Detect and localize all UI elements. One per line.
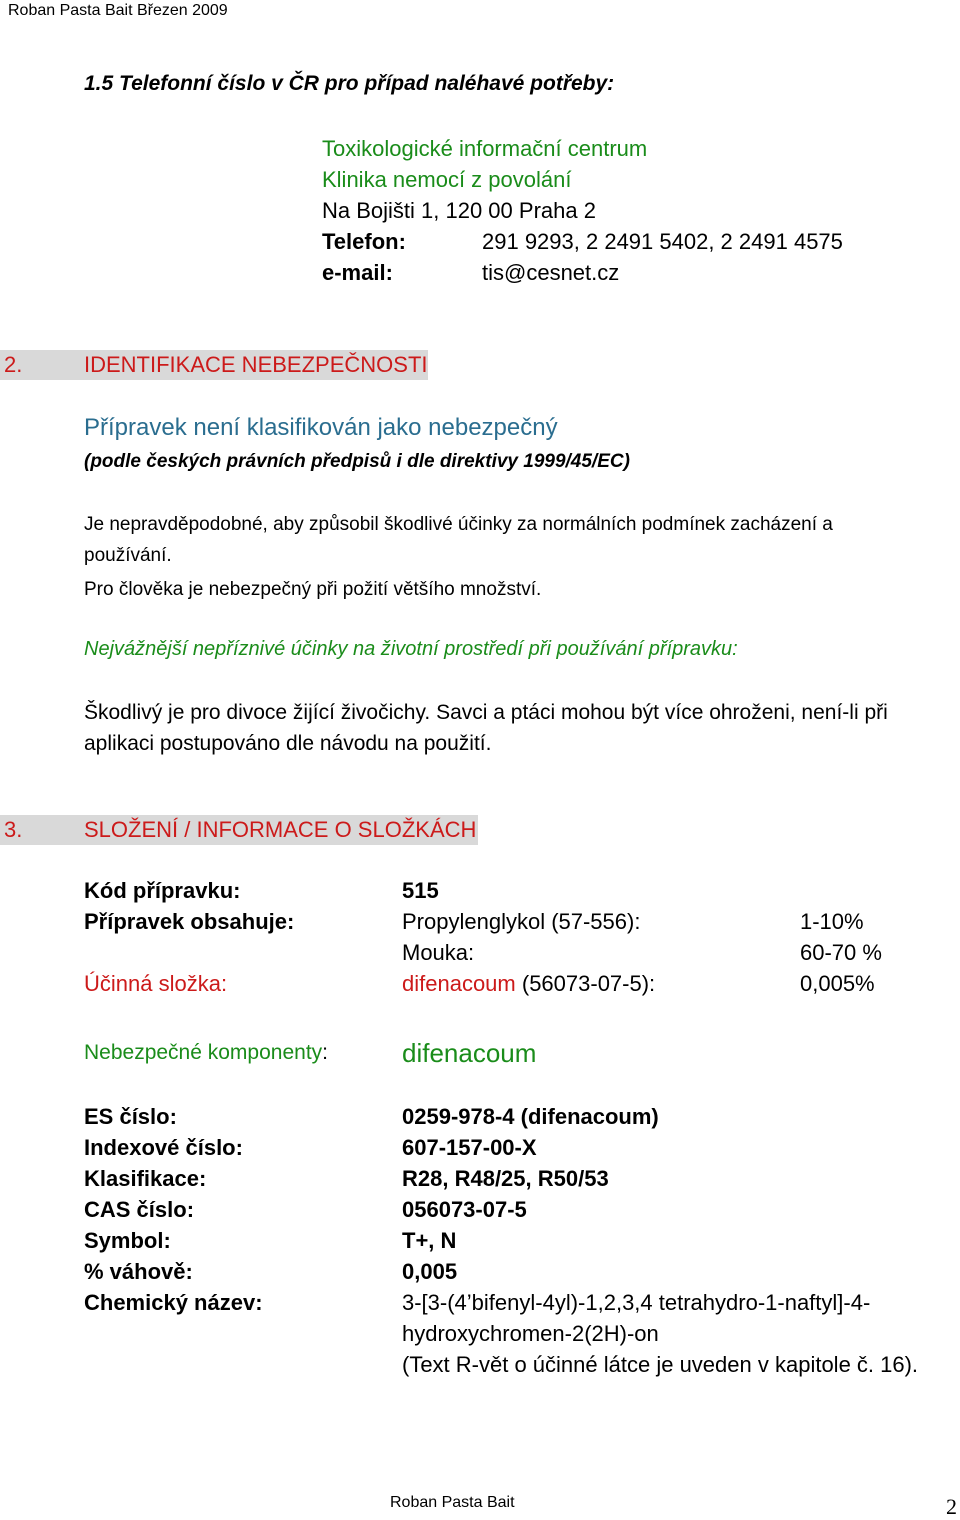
contains-label: Přípravek obsahuje: [84, 909, 295, 934]
page-number: 2 [946, 1494, 957, 1519]
r-phrase-note: (Text R-vět o účinné látce je uveden v kapitole č. 16). [402, 1352, 919, 1377]
prop-value-classification: R28, R48/25, R50/53 [402, 1166, 609, 1191]
environment-heading: Nejvážnější nepříznivé účinky na životní prostředí při používání přípravku: [84, 638, 738, 660]
classification-statement: Přípravek není klasifikován jako nebezpečný [84, 414, 558, 441]
section-3-number: 3. [4, 817, 23, 842]
org-name: Toxikologické informační centrum [322, 136, 648, 161]
prop-label-chemical-name: Chemický název: [84, 1290, 263, 1315]
paragraph-effects-line2: používání. [84, 545, 172, 566]
ingredient-2-name: Mouka: [402, 940, 475, 965]
active-ingredient-name [402, 971, 655, 997]
section-2-title: IDENTIFIKACE NEBEZPEČNOSTI [84, 352, 428, 377]
active-ingredient-label: Účinná složka: [84, 971, 228, 996]
ingredient-1-value: 1-10% [800, 909, 864, 934]
prop-value-index: 607-157-00-X [402, 1135, 537, 1160]
section-2-number: 2. [4, 352, 23, 377]
section-3-title: SLOŽENÍ / INFORMACE O SLOŽKÁCH [84, 817, 477, 842]
prop-value-chemical-name-line2: hydroxychromen-2(2H)-on [402, 1321, 659, 1346]
section-3-banner [0, 815, 478, 845]
hazardous-components-text: Nebezpečné komponenty [84, 1041, 323, 1064]
org-address: Na Bojišti 1, 120 00 Praha 2 [322, 198, 596, 223]
product-code-value: 515 [402, 878, 439, 903]
footer-title: Roban Pasta Bait [390, 1494, 515, 1511]
email-value: tis@cesnet.cz [482, 260, 620, 285]
product-code-label: Kód přípravku: [84, 878, 241, 903]
paragraph-human-danger: Pro člověka je nebezpečný při požití většího množství. [84, 579, 542, 600]
active-ingredient-name-red: difenacoum [402, 971, 516, 996]
prop-value-weight: 0,005 [402, 1259, 458, 1284]
prop-label-classification: Klasifikace: [84, 1166, 207, 1191]
ingredient-1-name: Propylenglykol (57-556): [402, 909, 641, 934]
law-reference: (podle českých právních předpisů i dle direktivy 1999/45/EC) [84, 451, 630, 472]
hazardous-components-value: difenacoum [402, 1038, 537, 1068]
page-header: Roban Pasta Bait Březen 2009 [8, 2, 228, 19]
prop-value-es: 0259-978-4 (difenacoum) [402, 1104, 659, 1129]
active-ingredient-cas: (56073-07-5): [515, 971, 656, 996]
prop-label-cas: CAS číslo: [84, 1197, 195, 1222]
prop-label-symbol: Symbol: [84, 1228, 171, 1253]
email-label: e-mail: [322, 260, 393, 285]
prop-value-symbol: T+, N [402, 1228, 457, 1253]
section-1-5-heading: 1.5 Telefonní číslo v ČR pro případ naléhavé potřeby: [84, 72, 615, 95]
hazardous-components-colon: : [322, 1041, 329, 1064]
active-ingredient-value: 0,005% [800, 971, 875, 996]
prop-label-weight: % váhově: [84, 1259, 193, 1284]
section-2-banner [0, 350, 428, 380]
environment-text-line1: Škodlivý je pro divoce žijící živočichy. Savci a ptáci mohou být více ohroženi, není-li při [84, 701, 888, 724]
prop-label-index: Indexové číslo: [84, 1135, 243, 1160]
paragraph-effects-line1: Je nepravděpodobné, aby způsobil škodlivé účinky za normálních podmínek zacházení a [84, 514, 833, 535]
hazardous-components-label [84, 1041, 328, 1065]
prop-value-cas: 056073-07-5 [402, 1197, 527, 1222]
phone-value: 291 9293, 2 2491 5402, 2 2491 4575 [482, 229, 843, 254]
environment-text-line2: aplikaci postupováno dle návodu na použití. [84, 732, 492, 755]
ingredient-2-value: 60-70 % [800, 940, 882, 965]
org-clinic: Klinika nemocí z povolání [322, 167, 572, 192]
prop-label-es: ES číslo: [84, 1104, 177, 1129]
phone-label: Telefon: [322, 229, 406, 254]
prop-value-chemical-name-line1: 3-[3-(4’bifenyl-4yl)-1,2,3,4 tetrahydro-1-naftyl]-4- [402, 1290, 871, 1315]
